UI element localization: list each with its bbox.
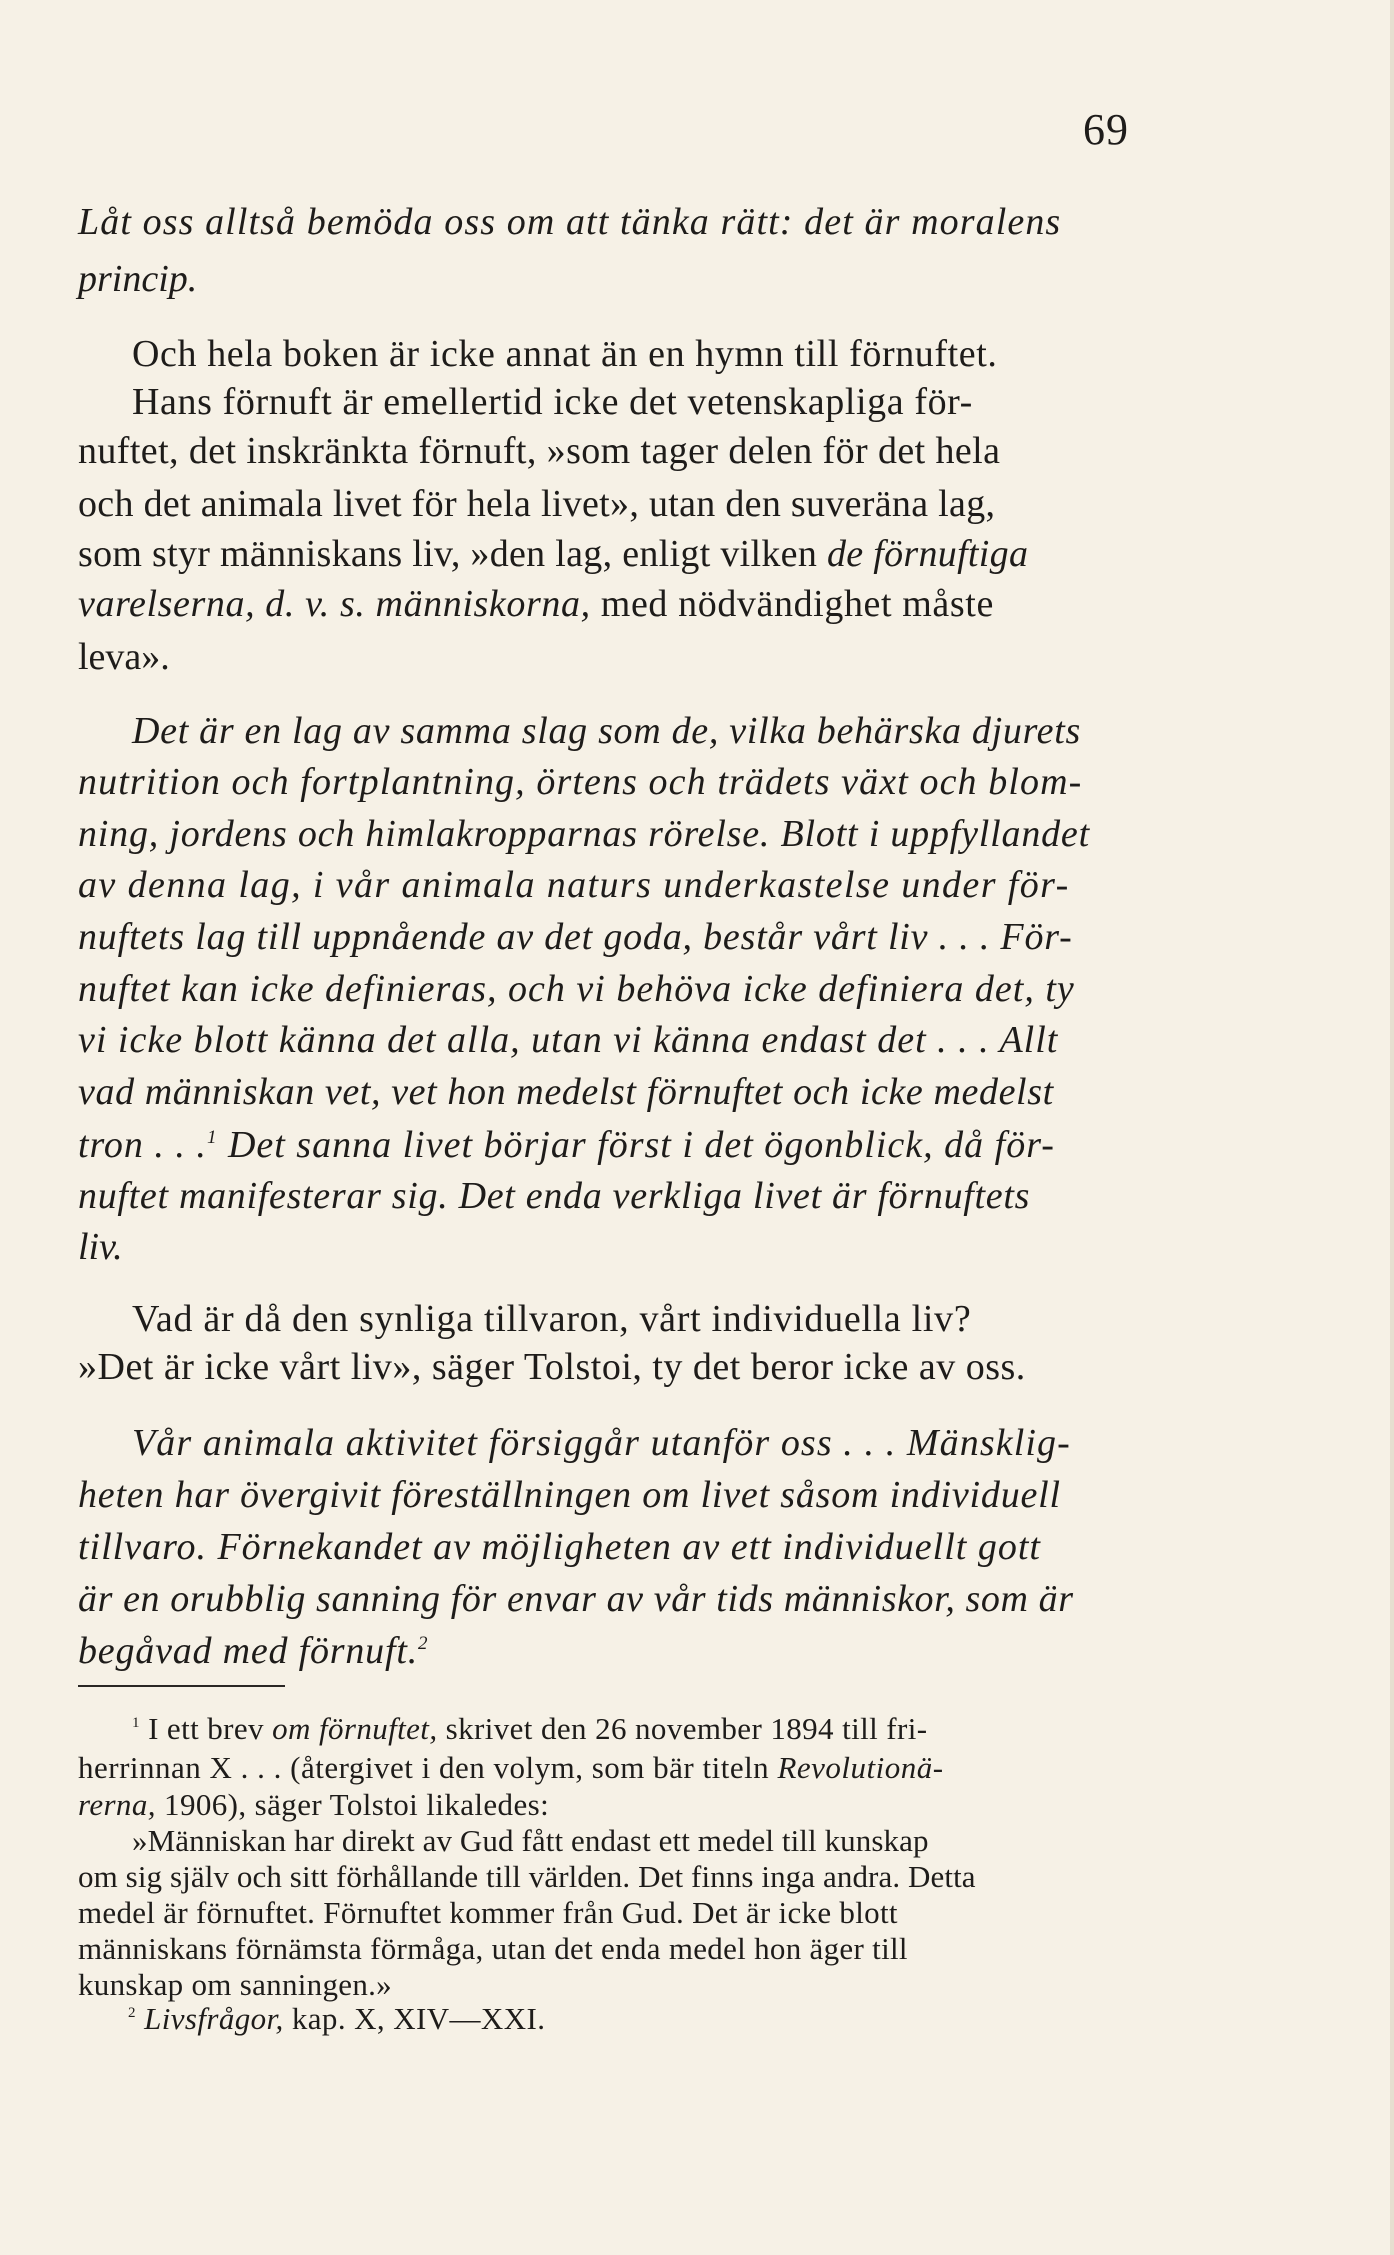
text-line: av denna lag, i vår animala naturs underkastelse under för- (78, 864, 1070, 906)
footnote-line: herrinnan X . . . (återgivet i den volym, som bär titeln Revolutionä- (78, 1750, 944, 1785)
footnote-line: kunskap om sanningen.» (78, 1967, 392, 2002)
footnote-line: medel är förnuftet. Förnuftet kommer från Gud. Det är icke blott (78, 1895, 898, 1930)
text-line: heten har övergivit föreställningen om livet såsom individuell (78, 1474, 1061, 1516)
text-line: tron . . .$^1$ Det sanna livet börjar först i det ögonblick, då för- (78, 1124, 1055, 1166)
text-line: begåvad med förnuft.$^2$ (78, 1630, 429, 1672)
footnote-line: $^1$ I ett brev om förnuftet, skrivet den 26 november 1894 till fri- (132, 1711, 928, 1746)
text-line: Och hela boken är icke annat än en hymn till förnuftet. (132, 333, 998, 375)
text-line: liv. (78, 1226, 123, 1268)
footnote-divider (78, 1685, 285, 1687)
text-line: nutrition och fortplantning, örtens och trädets växt och blom- (78, 761, 1083, 803)
text-line: som styr människans liv, »den lag, enligt vilken de förnuftiga (78, 533, 1029, 575)
text-line: vi icke blott känna det alla, utan vi känna endast det . . . Allt (78, 1019, 1059, 1061)
footnote-line: om sig själv och sitt förhållande till världen. Det finns inga andra. Detta (78, 1859, 976, 1894)
text-line: leva». (78, 636, 170, 678)
text-line: vad människan vet, vet hon medelst förnuftet och icke medelst (78, 1071, 1054, 1113)
text-line: Hans förnuft är emellertid icke det vetenskapliga för- (132, 381, 973, 423)
text-line: nuftet kan icke definieras, och vi behöva icke definiera det, ty (78, 968, 1075, 1010)
text-line: och det animala livet för hela livet», utan den suveräna lag, (78, 483, 996, 525)
text-line: »Det är icke vårt liv», säger Tolstoi, ty det beror icke av oss. (78, 1346, 1026, 1388)
text-line: är en orubblig sanning för envar av vår tids människor, som är (78, 1578, 1074, 1620)
footnote-line: rerna, 1906), säger Tolstoi likaledes: (78, 1787, 550, 1822)
text-line: Låt oss alltså bemöda oss om att tänka rätt: det är moralens (78, 201, 1062, 243)
footnote-ref: 1 (206, 1127, 218, 1148)
text-line: nuftet manifesterar sig. Det enda verkliga livet är förnuftets (78, 1175, 1031, 1217)
text-line: princip. (78, 258, 198, 300)
text-line: Det är en lag av samma slag som de, vilka behärska djurets (132, 710, 1081, 752)
text-line: ning, jordens och himlakropparnas rörelse. Blott i uppfyllandet (78, 813, 1090, 855)
text-line: nuftet, det inskränkta förnuft, »som tager delen för det hela (78, 430, 1001, 472)
page-number: 69 (1083, 105, 1129, 154)
footnote-line: $^2$ Livsfrågor, kap. X, XIV—XXI. (128, 2001, 546, 2036)
text-line: varelserna, d. v. s. människorna, med nödvändighet måste (78, 583, 994, 625)
footnote-line: människans förnämsta förmåga, utan det enda medel hon äger till (78, 1931, 908, 1966)
footnote-ref: 2 (418, 1633, 429, 1654)
text-line: nuftets lag till uppnående av det goda, består vårt liv . . . För- (78, 916, 1073, 958)
text-line: Vår animala aktivitet försiggår utanför oss . . . Mänsklig- (132, 1422, 1071, 1464)
text-line: Vad är då den synliga tillvaron, vårt individuella liv? (132, 1298, 972, 1340)
footnote-line: »Människan har direkt av Gud fått endast ett medel till kunskap (132, 1823, 929, 1858)
text-line: tillvaro. Förnekandet av möjligheten av ett individuellt gott (78, 1526, 1041, 1568)
